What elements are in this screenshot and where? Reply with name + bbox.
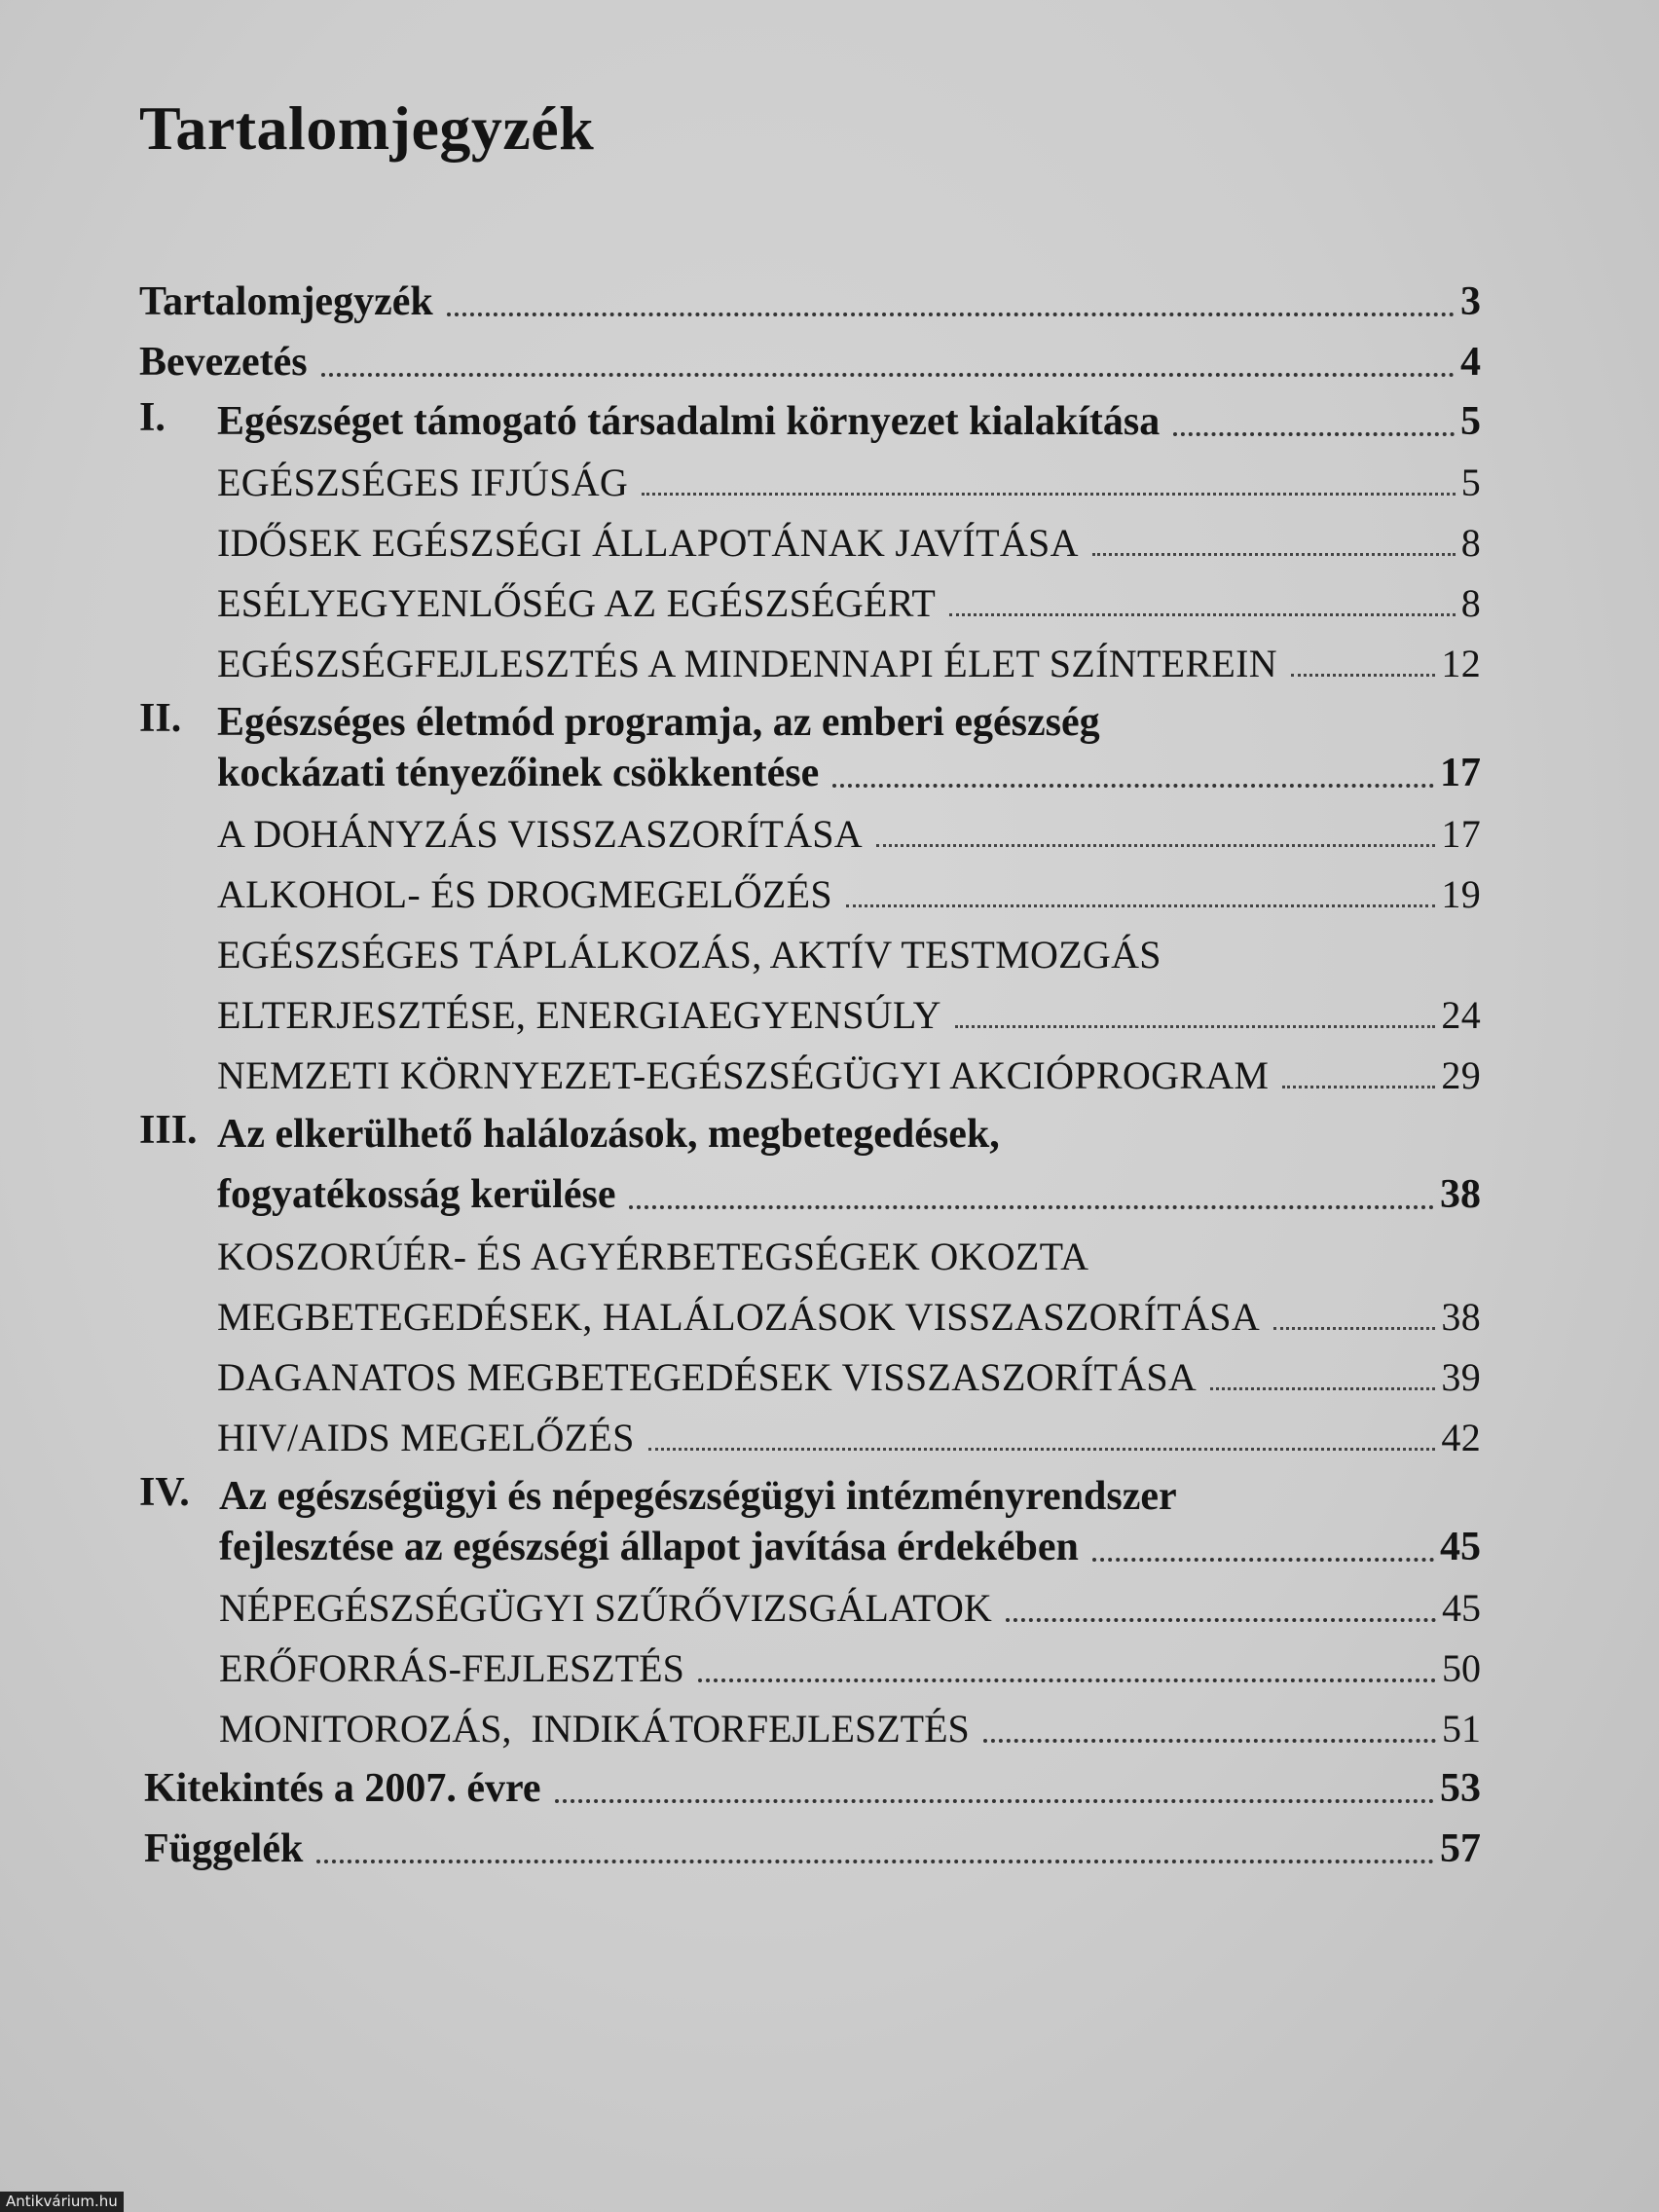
section-numeral: III.: [139, 1108, 198, 1153]
toc-entry-label: EGÉSZSÉGFEJLESZTÉS A MINDENNAPI ÉLET SZÍNTEREIN: [217, 642, 1277, 685]
toc-entry-page: 50: [1442, 1646, 1481, 1690]
toc-entry-label: fogyatékosság kerülése: [217, 1172, 616, 1217]
toc-entry[interactable]: [144, 1754, 1481, 1809]
dot-leader: [955, 1025, 1436, 1028]
dot-leader: [642, 493, 1456, 496]
dot-leader: [648, 1448, 1436, 1451]
toc-subentry[interactable]: [217, 1222, 1481, 1276]
watermark: Antikvárium.hu: [0, 2192, 124, 2212]
dot-leader: [555, 1799, 1435, 1803]
toc-entry-label: Bevezetés: [139, 340, 308, 385]
toc-entry-label: KOSZORÚÉR- ÉS AGYÉRBETEGSÉGEK OKOZTA: [217, 1235, 1089, 1278]
dot-leader: [629, 1205, 1434, 1209]
toc-entry-page: 17: [1441, 812, 1481, 856]
dot-leader: [447, 313, 1455, 316]
dot-leader: [846, 904, 1435, 907]
toc-subentry[interactable]: [217, 980, 1481, 1035]
section-numeral: IV.: [139, 1470, 190, 1515]
toc-subentry[interactable]: [217, 508, 1481, 563]
page-title: Tartalomjegyzék: [139, 93, 595, 163]
toc-entry-page: 38: [1441, 1295, 1481, 1339]
toc-entry[interactable]: [219, 1513, 1481, 1567]
dot-leader: [983, 1739, 1436, 1743]
toc-entry-page: 51: [1442, 1707, 1481, 1751]
toc-entry-label: MONITOROZÁS, INDIKÁTORFEJLESZTÉS: [219, 1707, 970, 1751]
toc-entry-page: 29: [1441, 1053, 1481, 1097]
toc-entry-page: 57: [1440, 1826, 1481, 1871]
toc-entry-label: A DOHÁNYZÁS VISSZASZORÍTÁSA: [217, 812, 863, 856]
toc-subentry[interactable]: [217, 1282, 1481, 1337]
toc-entry-page: 4: [1460, 340, 1481, 385]
dot-leader: [1210, 1387, 1435, 1390]
dot-leader: [1273, 1327, 1435, 1330]
toc-entry-label: Kitekintés a 2007. évre: [144, 1766, 541, 1811]
toc-entry-page: 24: [1441, 993, 1481, 1037]
toc-subentry[interactable]: [217, 1403, 1481, 1457]
toc-entry-label: Függelék: [144, 1826, 304, 1871]
toc-entry[interactable]: [217, 1161, 1481, 1215]
dot-leader: [1282, 1086, 1435, 1088]
toc-entry-page: 12: [1441, 642, 1481, 685]
toc-entry-label: Tartalomjegyzék: [139, 279, 433, 324]
toc-entry-page: 5: [1460, 461, 1481, 504]
toc-entry-page: 45: [1440, 1525, 1481, 1569]
toc-entry-label: kockázati tényezőinek csökkentése: [217, 751, 820, 795]
toc-entry-page: 19: [1441, 872, 1481, 916]
toc-entry-label: ELTERJESZTÉSE, ENERGIAEGYENSÚLY: [217, 993, 941, 1037]
toc-entry-page: 5: [1460, 399, 1481, 444]
dot-leader: [1291, 674, 1436, 677]
dot-leader: [832, 784, 1434, 788]
toc-entry-page: 38: [1440, 1172, 1481, 1217]
toc-entry-label: Egészséget támogató társadalmi környezet kialakítása: [217, 399, 1161, 444]
dot-leader: [949, 613, 1456, 616]
toc-subentry[interactable]: [217, 1343, 1481, 1397]
toc-entry-label: Egészséges életmód programja, az emberi egészség: [217, 700, 1100, 745]
dot-leader: [321, 373, 1455, 377]
toc-entry-label: Az elkerülhető halálozások, megbetegedések,: [217, 1112, 1000, 1157]
section-numeral: I.: [139, 395, 166, 440]
toc-subentry[interactable]: [217, 860, 1481, 914]
toc-entry-page: 8: [1460, 581, 1481, 625]
dot-leader: [1092, 553, 1456, 556]
dot-leader: [316, 1860, 1434, 1863]
toc-entry-page: 39: [1441, 1355, 1481, 1399]
toc-entry-label: NEMZETI KÖRNYEZET-EGÉSZSÉGÜGYI AKCIÓPROGRAM: [217, 1053, 1270, 1097]
toc-entry-label: ALKOHOL- ÉS DROGMEGELŐZÉS: [217, 872, 832, 916]
toc-entry[interactable]: [217, 739, 1481, 793]
toc-entry[interactable]: [219, 1462, 1481, 1517]
toc-entry-label: Az egészségügyi és népegészségügyi intézményrendszer: [219, 1474, 1177, 1519]
toc-entry-label: DAGANATOS MEGBETEGEDÉSEK VISSZASZORÍTÁSA: [217, 1355, 1198, 1399]
toc-entry-label: ERŐFORRÁS-FEJLESZTÉS: [219, 1646, 684, 1690]
toc-subentry[interactable]: [219, 1573, 1481, 1628]
toc-entry[interactable]: [139, 328, 1481, 383]
dot-leader: [1092, 1558, 1434, 1562]
toc-entry[interactable]: [139, 268, 1481, 322]
toc-entry[interactable]: [144, 1815, 1481, 1869]
toc-entry[interactable]: [217, 688, 1481, 743]
toc-entry-label: EGÉSZSÉGES TÁPLÁLKOZÁS, AKTÍV TESTMOZGÁS: [217, 933, 1161, 977]
toc-entry-page: 17: [1440, 751, 1481, 795]
toc-subentry[interactable]: [217, 920, 1481, 975]
toc-entry-label: MEGBETEGEDÉSEK, HALÁLOZÁSOK VISSZASZORÍTÁSA: [217, 1295, 1261, 1339]
toc-entry-label: EGÉSZSÉGES IFJÚSÁG: [217, 461, 629, 504]
dot-leader: [876, 844, 1435, 847]
toc-entry-page: 45: [1442, 1586, 1481, 1630]
toc-entry-label: fejlesztése az egészségi állapot javítása érdekében: [219, 1525, 1079, 1569]
toc-entry[interactable]: [217, 387, 1481, 442]
toc-subentry[interactable]: [217, 799, 1481, 854]
toc-entry-page: 42: [1441, 1416, 1481, 1459]
dot-leader: [1006, 1618, 1436, 1622]
toc-subentry[interactable]: [217, 629, 1481, 683]
toc-subentry[interactable]: [219, 1694, 1481, 1749]
section-numeral: II.: [139, 696, 182, 741]
toc-subentry[interactable]: [217, 569, 1481, 623]
toc-subentry[interactable]: [217, 448, 1481, 502]
toc-entry-label: NÉPEGÉSZSÉGÜGYI SZŰRŐVIZSGÁLATOK: [219, 1586, 992, 1630]
toc-subentry[interactable]: [217, 1041, 1481, 1095]
toc-entry-page: 53: [1440, 1766, 1481, 1811]
toc-subentry[interactable]: [219, 1634, 1481, 1688]
dot-leader: [698, 1678, 1436, 1682]
toc-entry-page: 3: [1460, 279, 1481, 324]
toc-entry-label: HIV/AIDS MEGELŐZÉS: [217, 1416, 635, 1459]
toc-entry-label: ESÉLYEGYENLŐSÉG AZ EGÉSZSÉGÉRT: [217, 581, 937, 625]
dot-leader: [1173, 432, 1455, 436]
toc-entry-label: IDŐSEK EGÉSZSÉGI ÁLLAPOTÁNAK JAVÍTÁSA: [217, 521, 1079, 565]
toc-entry-page: 8: [1460, 521, 1481, 565]
toc-entry[interactable]: [217, 1100, 1481, 1155]
